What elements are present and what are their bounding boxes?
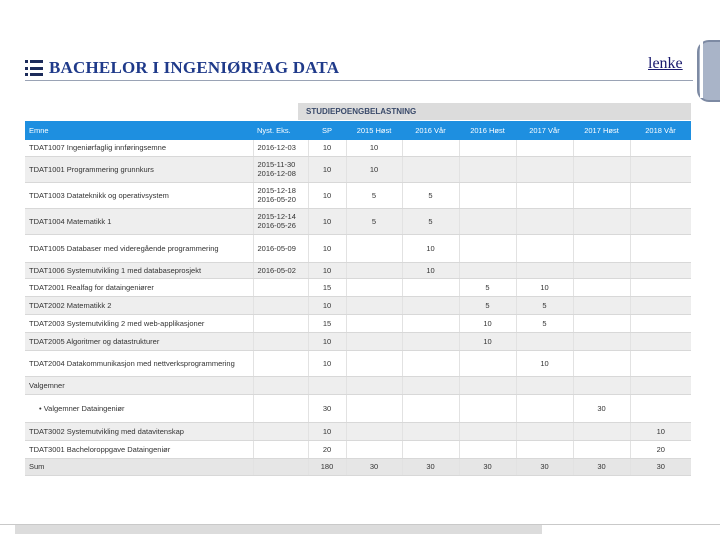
table-cell: 10: [516, 350, 573, 376]
table-cell: 10: [346, 156, 402, 182]
table-cell: [630, 314, 691, 332]
table-row: [25, 332, 691, 350]
table-cell: [253, 458, 308, 475]
table-cell: [459, 182, 516, 208]
column-header: 2018 Vår: [630, 121, 691, 140]
table-cell: 5: [402, 182, 459, 208]
table-cell: [253, 422, 308, 440]
table-row: [25, 156, 691, 182]
table-cell: 5: [459, 296, 516, 314]
course-table: [25, 121, 691, 476]
table-cell: 10: [630, 422, 691, 440]
table-cell: [573, 440, 630, 458]
table-row: [25, 440, 691, 458]
table-cell: [630, 208, 691, 234]
table-cell: 15: [308, 278, 346, 296]
table-cell: [459, 156, 516, 182]
list-icon: [25, 60, 43, 76]
table-cell: [630, 394, 691, 422]
column-header: Emne: [25, 121, 253, 140]
table-cell: [573, 350, 630, 376]
table-cell: [459, 234, 516, 262]
table-cell: [516, 262, 573, 278]
table-cell: [253, 350, 308, 376]
table-cell: 5: [346, 208, 402, 234]
table-cell: 5: [346, 182, 402, 208]
table-cell: [402, 296, 459, 314]
table-cell: 5: [459, 278, 516, 296]
column-header: 2017 Høst: [573, 121, 630, 140]
table-cell: [346, 278, 402, 296]
table-cell: [459, 208, 516, 234]
table-cell: [253, 394, 308, 422]
table-cell: [253, 440, 308, 458]
table-cell: [253, 332, 308, 350]
table-cell: [402, 350, 459, 376]
table-cell: 10: [308, 422, 346, 440]
table-cell: [402, 278, 459, 296]
table-row: [25, 458, 691, 475]
column-header: 2015 Høst: [346, 121, 402, 140]
section-header: STUDIEPOENGBELASTNING: [298, 103, 691, 120]
column-header: SP: [308, 121, 346, 140]
table-cell: 30: [516, 458, 573, 475]
external-link[interactable]: lenke: [648, 55, 683, 72]
page-title: BACHELOR I INGENIØRFAG DATA: [49, 58, 340, 77]
table-cell: [516, 422, 573, 440]
table-cell: [573, 376, 630, 394]
table-cell: [630, 140, 691, 156]
table-row: [25, 350, 691, 376]
table-cell: [573, 182, 630, 208]
table-row: [25, 208, 691, 234]
table-cell: 10: [308, 208, 346, 234]
table-cell: 10: [308, 262, 346, 278]
table-cell: 10: [308, 350, 346, 376]
table-cell: 10: [308, 140, 346, 156]
table-cell: [573, 262, 630, 278]
table-cell: 30: [573, 458, 630, 475]
course-name-cell: TDAT1005 Databaser med videregående programmering: [25, 234, 253, 262]
table-cell: [308, 376, 346, 394]
table-cell: [573, 296, 630, 314]
table-cell: [346, 376, 402, 394]
table-row: [25, 314, 691, 332]
table-cell: [573, 278, 630, 296]
table-cell: 2015-12-18 2016-05-20: [253, 182, 308, 208]
table-cell: [346, 262, 402, 278]
table-cell: [346, 440, 402, 458]
table-cell: [630, 156, 691, 182]
table-cell: [630, 332, 691, 350]
table-row: [25, 182, 691, 208]
table-cell: 30: [459, 458, 516, 475]
table-cell: [346, 332, 402, 350]
table-cell: [630, 234, 691, 262]
table-cell: [516, 376, 573, 394]
table-cell: [346, 350, 402, 376]
table-body: [25, 140, 691, 475]
table-cell: [402, 394, 459, 422]
footer-bar: [15, 525, 542, 534]
table-cell: [516, 440, 573, 458]
table-cell: [573, 234, 630, 262]
table-row: [25, 140, 691, 156]
table-cell: 5: [516, 296, 573, 314]
table-row: [25, 296, 691, 314]
table-cell: 2016-05-09: [253, 234, 308, 262]
table-row: [25, 394, 691, 422]
course-name-cell: TDAT1007 Ingeniørfaglig innføringsemne: [25, 140, 253, 156]
table-cell: 2015-11-30 2016-12-08: [253, 156, 308, 182]
table-cell: [516, 208, 573, 234]
table-cell: [459, 262, 516, 278]
table-cell: [346, 234, 402, 262]
table-cell: [253, 278, 308, 296]
table-cell: [516, 156, 573, 182]
table-cell: 10: [308, 182, 346, 208]
table-cell: [253, 314, 308, 332]
table-cell: [630, 296, 691, 314]
table-cell: [402, 140, 459, 156]
course-name-cell: Sum: [25, 458, 253, 475]
table-cell: 10: [308, 296, 346, 314]
table-cell: [516, 332, 573, 350]
table-cell: [253, 296, 308, 314]
table-cell: [630, 350, 691, 376]
header: [25, 58, 339, 78]
course-name-cell: TDAT1003 Datateknikk og operativsystem: [25, 182, 253, 208]
table-cell: 2016-05-02: [253, 262, 308, 278]
table-cell: 20: [630, 440, 691, 458]
table-cell: [402, 156, 459, 182]
table-cell: [253, 376, 308, 394]
table-row: [25, 376, 691, 394]
table-cell: 10: [402, 234, 459, 262]
course-name-cell: TDAT1006 Systemutvikling 1 med databaseprosjekt: [25, 262, 253, 278]
table-row: [25, 422, 691, 440]
table-cell: [346, 314, 402, 332]
table-cell: 15: [308, 314, 346, 332]
column-header: 2016 Vår: [402, 121, 459, 140]
table-cell: [459, 394, 516, 422]
table-cell: 180: [308, 458, 346, 475]
table-cell: [573, 208, 630, 234]
course-name-cell: TDAT2004 Datakommunikasjon med nettverksprogrammering: [25, 350, 253, 376]
table-cell: [516, 394, 573, 422]
course-name-cell: TDAT3002 Systemutvikling med datavitenskap: [25, 422, 253, 440]
table-cell: 10: [308, 156, 346, 182]
table-cell: [402, 422, 459, 440]
table-cell: [630, 182, 691, 208]
table-cell: 10: [308, 234, 346, 262]
table-cell: [573, 156, 630, 182]
course-name-cell: TDAT2003 Systemutvikling 2 med web-applikasjoner: [25, 314, 253, 332]
table-row: [25, 262, 691, 278]
course-name-cell: TDAT1004 Matematikk 1: [25, 208, 253, 234]
course-name-cell: TDAT3001 Bacheloroppgave Dataingeniør: [25, 440, 253, 458]
table-cell: 30: [402, 458, 459, 475]
course-name-cell: TDAT2001 Realfag for dataingeniører: [25, 278, 253, 296]
table-cell: [516, 182, 573, 208]
table-cell: [402, 314, 459, 332]
course-name-cell: TDAT2005 Algoritmer og datastrukturer: [25, 332, 253, 350]
table-cell: 5: [402, 208, 459, 234]
course-name-cell: TDAT1001 Programmering grunnkurs: [25, 156, 253, 182]
table-cell: [573, 140, 630, 156]
table-cell: 20: [308, 440, 346, 458]
table-cell: [630, 262, 691, 278]
table-cell: 2015-12-14 2016-05-26: [253, 208, 308, 234]
table-cell: 30: [630, 458, 691, 475]
table-row: [25, 278, 691, 296]
table-cell: [516, 140, 573, 156]
column-header: Nyst. Eks.: [253, 121, 308, 140]
table-cell: 10: [346, 140, 402, 156]
table-cell: 10: [459, 332, 516, 350]
table-cell: [573, 332, 630, 350]
table-cell: [346, 394, 402, 422]
table-cell: [573, 314, 630, 332]
side-tab-highlight: [700, 40, 703, 98]
table-cell: 10: [402, 262, 459, 278]
course-name-cell: Valgemner: [25, 376, 253, 394]
column-header: 2016 Høst: [459, 121, 516, 140]
table-cell: 10: [459, 314, 516, 332]
table-cell: [346, 296, 402, 314]
table-row: [25, 234, 691, 262]
table-cell: [630, 278, 691, 296]
table-cell: [459, 376, 516, 394]
title-divider: [25, 80, 693, 81]
course-name-cell: • Valgemner Dataingeniør: [25, 394, 253, 422]
table-cell: 30: [346, 458, 402, 475]
table-cell: [402, 332, 459, 350]
table-cell: 5: [516, 314, 573, 332]
table-cell: [459, 140, 516, 156]
table-cell: [402, 376, 459, 394]
table-cell: [459, 440, 516, 458]
column-header: 2017 Vår: [516, 121, 573, 140]
table-cell: 30: [308, 394, 346, 422]
course-name-cell: TDAT2002 Matematikk 2: [25, 296, 253, 314]
table-cell: [402, 440, 459, 458]
table-cell: [516, 234, 573, 262]
table-cell: 10: [516, 278, 573, 296]
table-cell: [573, 422, 630, 440]
table-cell: [630, 376, 691, 394]
table-cell: 2016-12-03: [253, 140, 308, 156]
table-cell: 30: [573, 394, 630, 422]
table-cell: 10: [308, 332, 346, 350]
table-cell: [346, 422, 402, 440]
table-cell: [459, 422, 516, 440]
table-cell: [459, 350, 516, 376]
table-header-row: [25, 121, 691, 140]
